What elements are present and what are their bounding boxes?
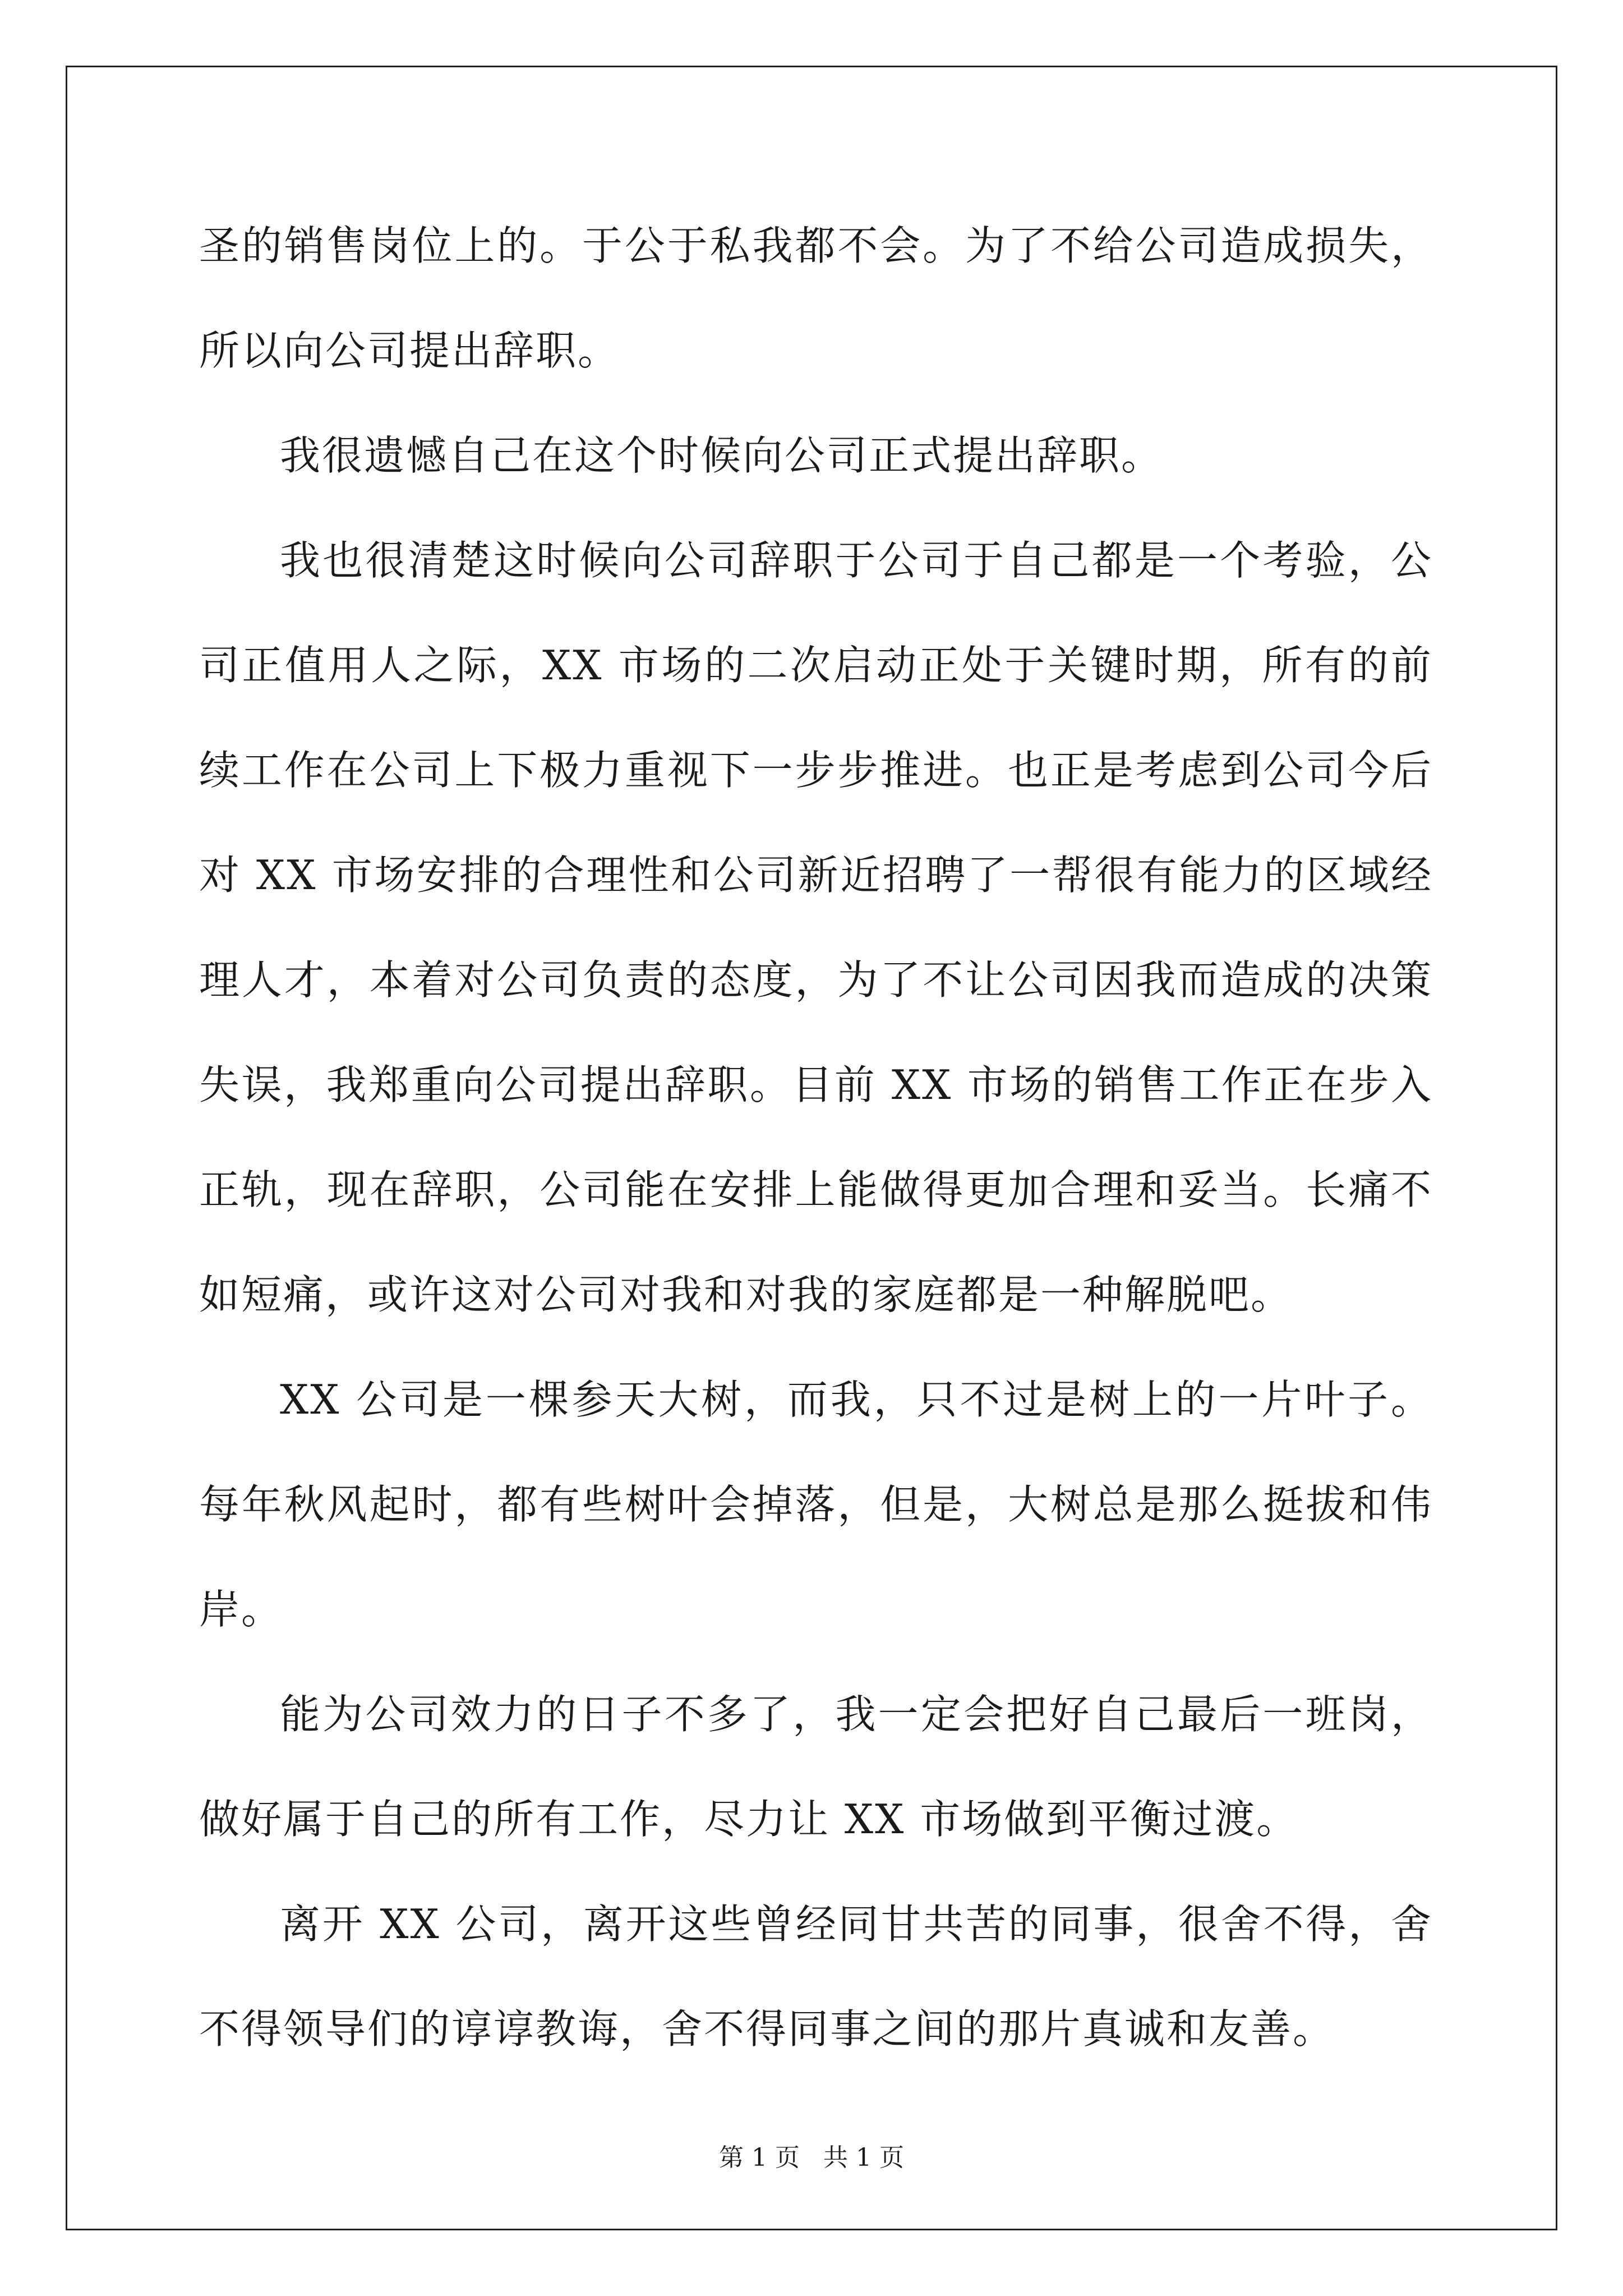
paragraph-2: 我很遗憾自己在这个时候向公司正式提出辞职。	[280, 432, 1164, 479]
paragraph-5: 能为公司效力的日子不多了，我一定会把好自己最后一班岗，做好属于自己的所有工作，尽力让 XX 市场做到平衡过渡。	[199, 1691, 1433, 1843]
document-body	[199, 194, 1433, 2082]
paragraph-3: 我也很清楚这时候向公司辞职于公司于自己都是一个考验，公司正值用人之际，XX 市场的二次启动正处于关键时期，所有的前续工作在公司上下极力重视下一步步推进。也正是考虑到公司今后对 XX 市场安排的合理性和公司新近招聘了一帮很有能力的区域经理人才，本着对公司负责的态度，为了不让公司因我而造成的决策失误，我郑重向公司提出辞职。目前 XX 市场的销售工作正在步入正轨，现在辞职，公司能在安排上能做得更加合理和妥当。长痛不如短痛，或许这对公司对我和对我的家庭都是一种解脱吧。	[199, 537, 1433, 1318]
paragraph-6: 离开 XX 公司，离开这些曾经同甘共苦的同事，很舍不得，舍不得领导们的谆谆教诲，舍不得同事之间的那片真诚和友善。	[199, 1901, 1433, 2053]
paragraph-1: 圣的销售岗位上的。于公于私我都不会。为了不给公司造成损失，所以向公司提出辞职。	[199, 222, 1433, 374]
paragraph-4: XX 公司是一棵参天大树，而我，只不过是树上的一片叶子。每年秋风起时，都有些树叶会掉落，但是，大树总是那么挺拔和伟岸。	[199, 1376, 1433, 1633]
page-number-footer: 第 1 页 共 1 页	[719, 2143, 904, 2172]
